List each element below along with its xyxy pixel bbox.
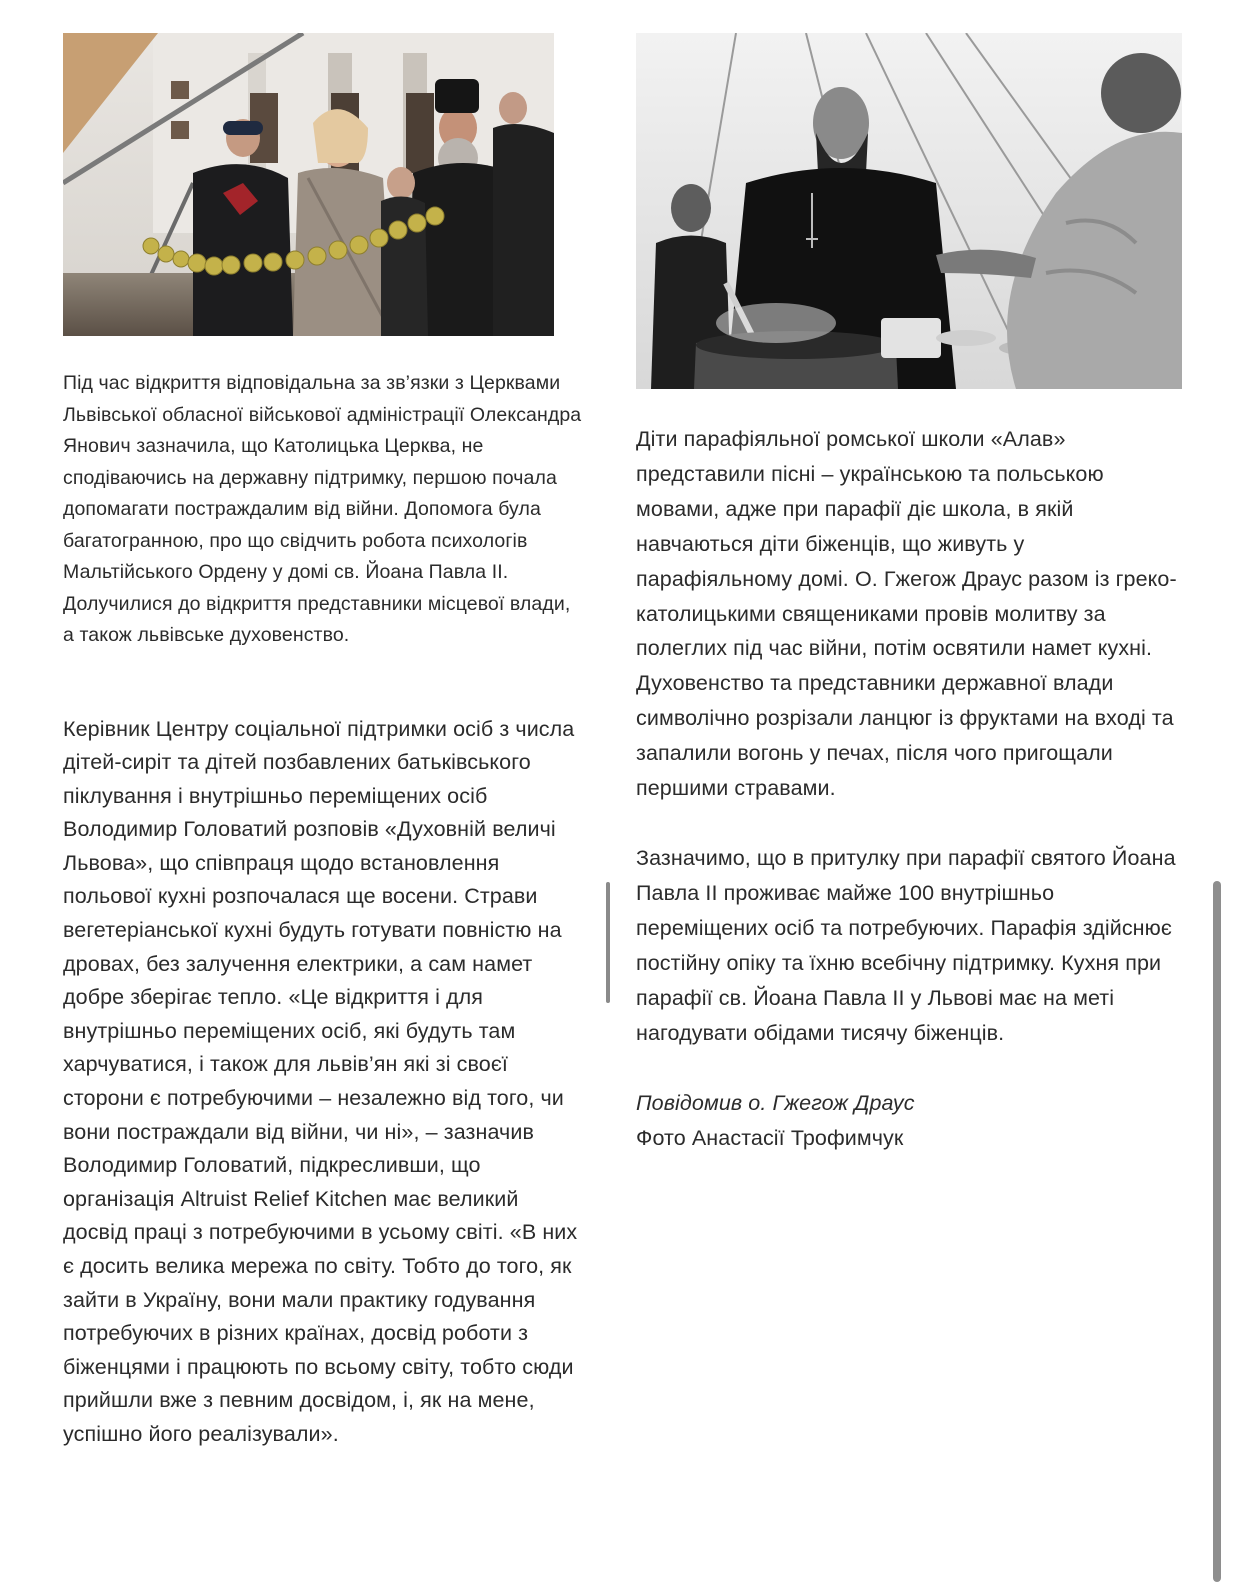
paragraph-shelter: Зазначимо, що в притулку при парафії святого Йоана Павла ІІ проживає майже 100 внутрішньо переміщених осіб та потребуючих. Парафія здійснює постійну опіку та їхню всебічну підтримку. Кухня при парафії св. Йоана Павла ІІ у Львові має на меті нагодувати обідами тисячу біженців. bbox=[636, 845, 1176, 1045]
scrollbar-thumb[interactable] bbox=[1213, 881, 1221, 1582]
photo-ribbon-cutting bbox=[63, 33, 554, 336]
credit-photo: Фото Анастасії Трофимчук bbox=[636, 1126, 904, 1151]
column-resize-handle[interactable] bbox=[606, 882, 610, 1003]
credit-author: Повідомив о. Гжегож Драус bbox=[636, 1091, 915, 1116]
left-column bbox=[63, 33, 583, 1452]
paragraph-center-head: Керівник Центру соціальної підтримки осіб з числа дітей-сиріт та дітей позбавлених батьківського піклування і внутрішньо переміщених осіб Володимир Головатий розповів «Духовній величі Львова», що співпраця щодо встановлення польової кухні розпочалася ще восени. Страви вегетеріанської кухні будуть готувати повністю на дровах, без залучення електрики, а сам намет добре зберігає тепло. «Це відкриття і для внутрішньо переміщених осіб, які будуть там харчуватися, і також для львів’ян які зі своєї сторони є потребуючими – незалежно від того, чи вони постраждали від війни, чи ні», – зазначив Володимир Головатий, підкресливши, що організація Altruist Relief Kitchen має великий досвід праці з потребуючими в усьому світі. «В них є досить велика мережа по світу. Тобто до того, як зайти в Україну, вони мали практику годування потребуючих в різних країнах, досвід роботи з біженцями і працюють по всьому світу, тобто сюди прийшли вже з певним досвідом, і, як на мене, успішно його реалізували». bbox=[63, 716, 578, 1446]
photo-icon bbox=[636, 33, 1182, 389]
paragraph-opening: Під час відкриття відповідальна за зв’язки з Церквами Львівської обласної військової адміністрації Олександра Янович зазначила, що Католицька Церква, не сподіваючись на державну підтримку, першою почала допомагати постраждалим від війни. Допомога була багатогранною, про що свідчить робота психологів Мальтійського Ордену у домі св. Йоана Павла ІІ. Долучилися до відкриття представники місцевої влади, а також львівське духовенство. bbox=[63, 372, 582, 646]
right-column bbox=[636, 33, 1184, 1156]
photo-icon bbox=[63, 33, 554, 336]
photo-priest-serving bbox=[636, 33, 1182, 389]
paragraph-school-songs: Діти парафіяльної ромської школи «Алав» представили пісні – українською та польською мовами, адже при парафії діє школа, в якій навчаються діти біженців, що живуть у парафіяльному домі. О. Гжегож Драус разом із греко-католицькими священиками провів молитву за полеглих під час війни, потім освятили намет кухні. Духовенство та представники державної влади символічно розрізали ланцюг із фруктами на вході та запалили вогонь у печах, після чого пригощали першими стравами. bbox=[636, 427, 1177, 801]
